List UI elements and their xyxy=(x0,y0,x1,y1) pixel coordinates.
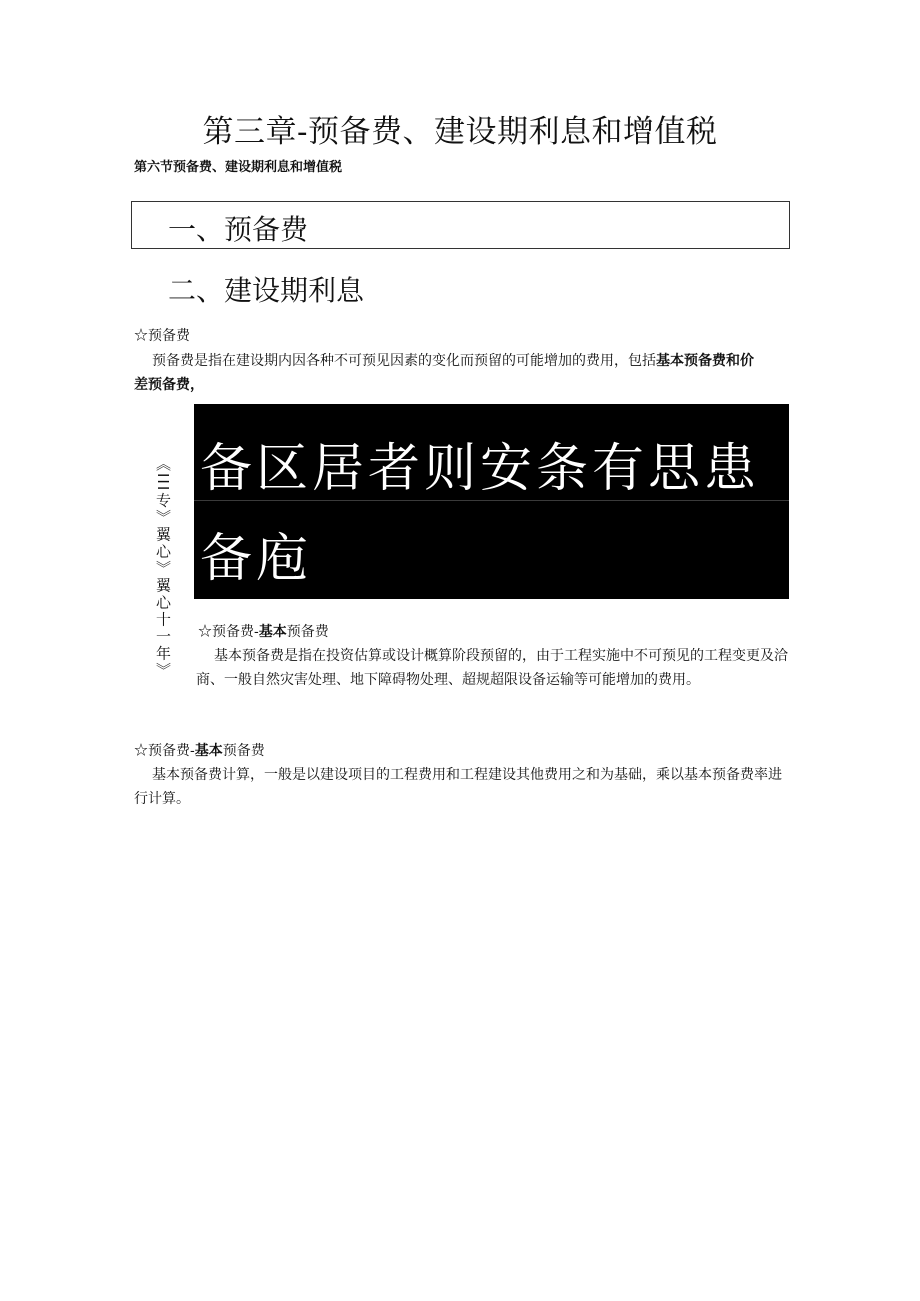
star-suffix: 预备费 xyxy=(286,624,329,640)
star-label-basic-reserve-calc xyxy=(134,739,265,763)
star-prefix: ☆预备费- xyxy=(198,624,259,640)
boxed-heading xyxy=(131,201,790,249)
calligraphy-panel xyxy=(194,404,789,599)
basic-reserve-definition-paragraph: 基本预备费是指在投资估算或设计概算阶段预留的，由于工程实施中不可预见的工程变更及洽商、一般自然灾害处理、地下障碍物处理、超规超限设备运输等可能增加的费用。 xyxy=(196,648,788,688)
calligraphy-row-1: 备区居者则安条有思患 xyxy=(200,439,761,499)
reserve-definition-paragraph xyxy=(134,349,760,397)
chapter-title: 第三章-预备费、建设期利息和增值税 xyxy=(202,114,718,150)
calligraphy-row-2: 备庖 xyxy=(200,529,313,589)
star-label-reserve: ☆预备费 xyxy=(134,328,190,344)
star-label-basic-reserve xyxy=(198,620,329,644)
panel-divider xyxy=(194,500,789,501)
vertical-annotation: 《III专》翼心》翼心十一年》 xyxy=(154,456,172,680)
heading-1-label: 一、预备费 xyxy=(168,213,309,246)
star-bold: 基本 xyxy=(258,624,287,640)
basic-reserve-calculation-paragraph: 基本预备费计算，一般是以建设项目的工程费用和工程建设其他费用之和为基础，乘以基本预备费率进行计算。 xyxy=(134,767,782,807)
section-subtitle: 第六节预备费、建设期利息和增值税 xyxy=(134,160,343,175)
para-normal-text: 预备费是指在建设期内因各种不可预见因素的变化而预留的可能增加的费用，包括 xyxy=(152,353,656,369)
star-bold: 基本 xyxy=(194,743,223,759)
star-prefix: ☆预备费- xyxy=(134,743,195,759)
heading-2: 二、建设期利息 xyxy=(168,274,365,307)
para-bold-text: 基本预备费和价差预备费， xyxy=(134,353,754,393)
star-suffix: 预备费 xyxy=(222,743,265,759)
